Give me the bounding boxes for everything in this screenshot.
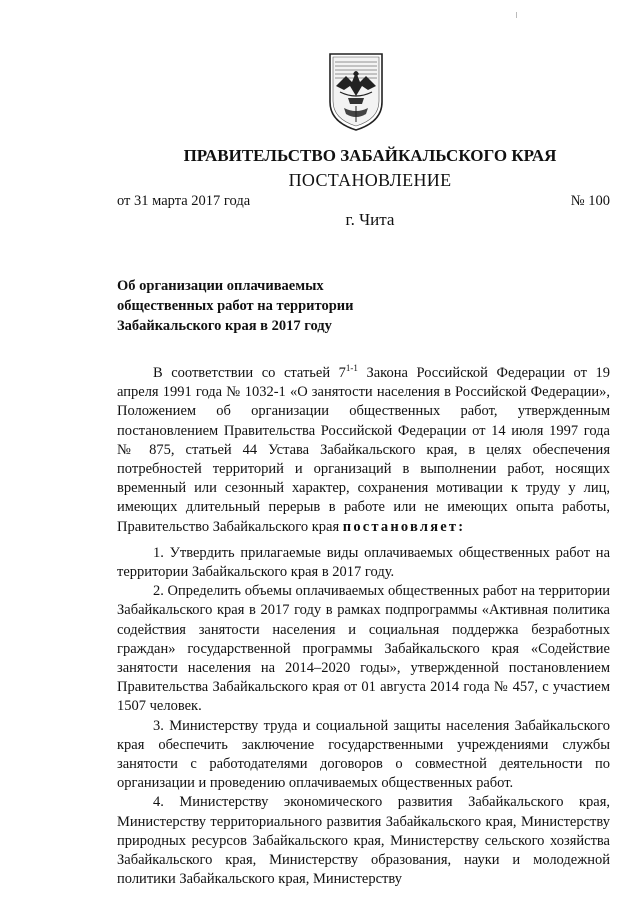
subject-line: Об организации оплачиваемых	[117, 278, 324, 294]
document-city: г. Чита	[345, 210, 395, 229]
document-date: от 31 марта 2017 года	[117, 193, 251, 209]
clause-1: 1. Утвердить прилагаемые виды оплачиваемых общественных работ на территории Забайкальского края в 2017 году.	[117, 544, 610, 581]
clause-4: 4. Министерству экономического развития Забайкальского края, Министерству территориального развития Забайкальского края, Министерству природных ресурсов Забайкальского края, Министерству сельского хозяйства Забайкальского края, Министерству образования, науки и молодежной политики Забайкальского края, Министерству	[117, 794, 610, 888]
scan-mark	[516, 12, 517, 18]
clause-3: 3. Министерству труда и социальной защиты населения Забайкальского края обеспечить заключение государственными учреждениями службы занятости с работодателями договоров о совместной деятельности по организации и проведению оплачиваемых общественных работ.	[117, 717, 610, 792]
clause-2: 2. Определить объемы оплачиваемых общественных работ на территории Забайкальского края в 2017 году в рамках подпрограммы «Активная политика содействия занятости населения и социальная поддержка безработных граждан» государственной программы Забайкальского края «Содействие занятости населения на 2014–2020 годы», утвержденной постановлением Правительства Забайкальского края от 01 августа 2014 года № 457, с участием 1507 человек.	[117, 583, 610, 715]
document-number: № 100	[570, 193, 610, 209]
document-body	[117, 364, 610, 889]
preamble-text: Закона Российской Федерации от 19 апреля 1991 года № 1032-1 «О занятости населения в Российской Федерации», Положением об организации общественных работ, утвержденным постановлением Правительства Российской Федерации от 14 июля 1997 года № 875, статьей 44 Устава Забайкальского края, в целях обеспечения потребностей территорий и организаций в выполнении работ, носящих временный или сезонный характер, сохранения мотивации к труду у лиц, имеющих длительный перерыв в работе или не имеющих опыта работы, Правительство Забайкальского края	[117, 365, 610, 535]
article-superscript: 1-1	[345, 363, 358, 373]
document-type: ПОСТАНОВЛЕНИЕ	[288, 170, 452, 190]
document-subject	[117, 276, 377, 336]
decree-word: постановляет:	[342, 518, 466, 535]
subject-line: Забайкальского края в 2017 году	[117, 318, 332, 334]
preamble-paragraph	[117, 364, 610, 537]
preamble-text-start: В соответствии со статьей 7	[153, 365, 346, 381]
coat-of-arms-icon	[326, 52, 386, 132]
subject-line: общественных работ на территории	[117, 298, 354, 314]
organization-name: ПРАВИТЕЛЬСТВО ЗАБАЙКАЛЬСКОГО КРАЯ	[183, 146, 557, 165]
